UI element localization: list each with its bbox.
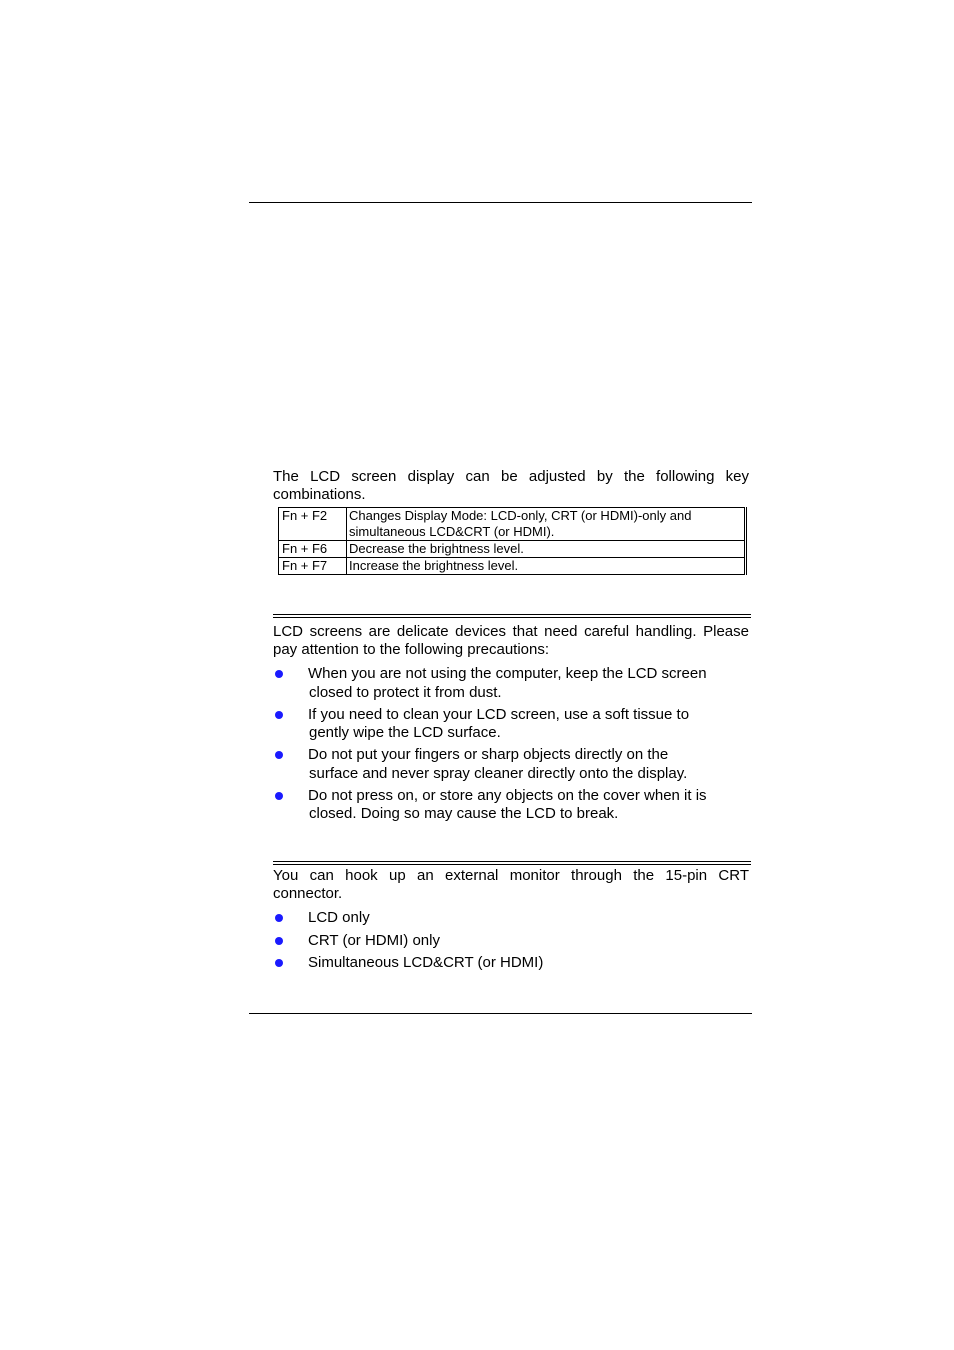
hotkey-keys: Fn + F2 [279, 508, 347, 541]
list-item [273, 706, 749, 743]
care-precautions-list [273, 665, 749, 824]
hotkey-description: Increase the brightness level. [347, 558, 746, 575]
table-row [279, 558, 746, 575]
table-row [279, 508, 746, 541]
table-row [279, 541, 746, 558]
list-item [273, 787, 749, 824]
section-divider [273, 861, 751, 865]
list-item [273, 954, 749, 973]
list-item [273, 746, 749, 783]
bullet-icon [275, 959, 283, 967]
hotkey-keys: Fn + F7 [279, 558, 347, 575]
bullet-icon [275, 914, 283, 922]
bullet-icon [275, 937, 283, 945]
display-intro: The LCD screen display can be adjusted by the following key combinations. [273, 468, 749, 503]
list-item [273, 932, 749, 951]
hotkey-desc-line: simultaneous LCD&CRT (or HDMI). [349, 524, 555, 539]
list-item [273, 909, 749, 928]
hotkey-desc-line: Changes Display Mode: LCD-only, CRT (or HDMI)-only and [349, 508, 692, 523]
bullet-icon [275, 792, 283, 800]
footer-rule [249, 1013, 752, 1014]
list-item-text: CRT (or HDMI) only [308, 931, 440, 949]
list-item-text: Do not press on, or store any objects on the cover when it is [308, 786, 707, 804]
list-item-text: closed to protect it from dust. [309, 683, 502, 701]
display-options-list [273, 909, 749, 973]
list-item-text: closed. Doing so may cause the LCD to break. [309, 805, 619, 822]
list-item-text: surface and never spray cleaner directly onto the display. [309, 764, 688, 782]
list-item-text: When you are not using the computer, keep the LCD screen [308, 665, 707, 682]
header-rule [249, 202, 752, 203]
care-intro: LCD screens are delicate devices that need careful handling. Please pay attention to the following precautions: [273, 623, 749, 658]
bullet-icon [275, 670, 283, 678]
list-item-text: gently wipe the LCD surface. [309, 724, 501, 741]
list-item-text: Do not put your fingers or sharp objects directly on the [308, 746, 669, 763]
bullet-icon [275, 751, 283, 759]
hotkey-keys: Fn + F6 [279, 541, 347, 558]
hotkey-table [278, 507, 747, 575]
list-item-text: If you need to clean your LCD screen, use a soft tissue to [308, 705, 690, 723]
list-item-text: LCD only [308, 909, 370, 926]
hotkey-description: Decrease the brightness level. [347, 541, 746, 558]
section-divider [273, 614, 751, 618]
external-intro: You can hook up an external monitor through the 15-pin CRT connector. [273, 867, 749, 902]
bullet-icon [275, 711, 283, 719]
hotkey-description [347, 508, 746, 541]
list-item-text: Simultaneous LCD&CRT (or HDMI) [308, 954, 544, 971]
list-item [273, 665, 749, 702]
